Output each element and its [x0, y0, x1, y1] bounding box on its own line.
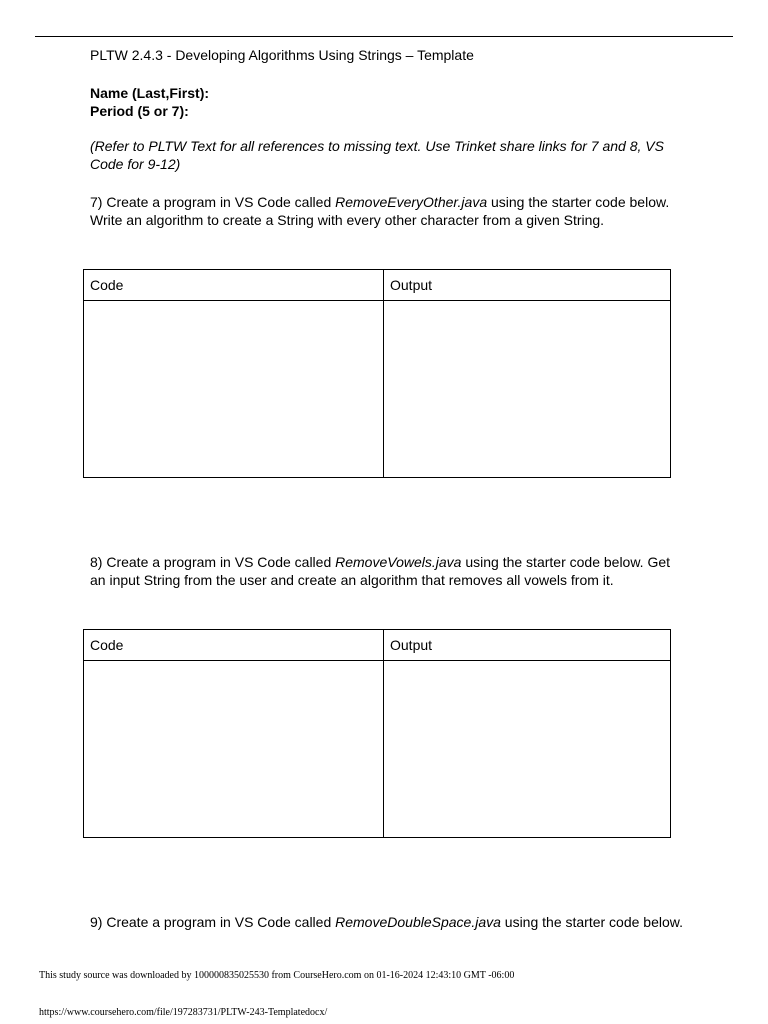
download-source-footer: This study source was downloaded by 100000835025530 from CourseHero.com on 01-16-2024 12:43:10 GMT -06:00 [39, 970, 515, 981]
question-8-text-after: using the starter code below. Get an input String from the user and create an algorithm that removes all vowels from it. [90, 554, 671, 588]
output-column-header: Output [384, 630, 671, 661]
code-answer-cell[interactable] [84, 301, 384, 478]
code-column-header: Code [84, 270, 384, 301]
question-7 [90, 193, 680, 229]
code-column-header: Code [84, 630, 384, 661]
question-9-text-before: 9) Create a program in VS Code called [90, 914, 336, 930]
period-field-label: Period (5 or 7): [90, 103, 189, 119]
header-rule [35, 36, 733, 37]
document-title: PLTW 2.4.3 - Developing Algorithms Using Strings – Template [90, 47, 474, 63]
source-url-footer[interactable]: https://www.coursehero.com/file/197283731/PLTW-243-Templatedocx/ [39, 1007, 328, 1018]
question-9 [90, 913, 690, 931]
output-answer-cell[interactable] [384, 301, 671, 478]
question-7-text-before: 7) Create a program in VS Code called [90, 194, 336, 210]
question-7-filename: RemoveEveryOther.java [335, 194, 488, 210]
question-8-filename: RemoveVowels.java [335, 554, 462, 570]
name-field-label: Name (Last,First): [90, 85, 210, 101]
question-8-answer-table [83, 629, 671, 838]
question-9-filename: RemoveDoubleSpace.java [335, 914, 501, 930]
output-answer-cell[interactable] [384, 661, 671, 838]
question-9-text-after: using the starter code below. [500, 914, 683, 930]
question-7-text-after: using the starter code below. Write an algorithm to create a String with every other character from a given String. [90, 194, 670, 228]
output-column-header: Output [384, 270, 671, 301]
question-8-text-before: 8) Create a program in VS Code called [90, 554, 336, 570]
code-answer-cell[interactable] [84, 661, 384, 838]
question-7-answer-table [83, 269, 671, 478]
question-8 [90, 553, 680, 589]
instructions-note: (Refer to PLTW Text for all references to missing text. Use Trinket share links for 7 and 8, VS Code for 9-12) [90, 138, 664, 172]
